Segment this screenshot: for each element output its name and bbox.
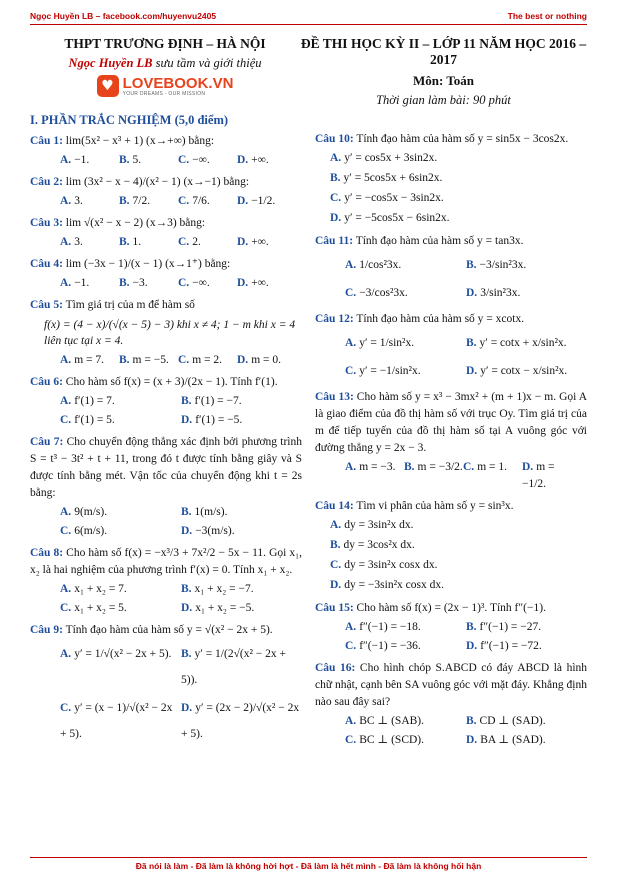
exam-title: ĐỀ THI HỌC KỲ II – LỚP 11 NĂM HỌC 2016 – 2017 xyxy=(300,36,587,67)
question-8 xyxy=(30,545,302,617)
answer-options xyxy=(30,193,302,210)
answer-option[interactable] xyxy=(345,732,466,749)
option-letter: A. xyxy=(60,395,72,407)
option-text: 1. xyxy=(132,236,142,248)
option-text: y′ = (2x − 2)/√(x² − 2x + 5). xyxy=(181,702,300,740)
question-9 xyxy=(30,622,302,747)
option-letter: C. xyxy=(345,365,357,377)
answer-option[interactable] xyxy=(315,188,587,208)
answer-option[interactable] xyxy=(345,358,466,384)
question-number: Câu 5: xyxy=(30,299,63,311)
answer-option[interactable] xyxy=(345,280,466,306)
option-text: y′ = cotx + x/sin²x. xyxy=(479,337,567,349)
answer-options xyxy=(30,352,302,369)
answer-option[interactable] xyxy=(60,523,181,540)
option-text: f′(1) = 5. xyxy=(74,414,115,426)
option-text: f″(−1) = −72. xyxy=(480,640,542,652)
option-text: f″(−1) = −27. xyxy=(479,621,542,633)
answer-option[interactable] xyxy=(181,581,302,598)
answer-option[interactable] xyxy=(60,234,119,251)
option-letter: D. xyxy=(181,702,193,714)
option-text: BC ⊥ (SAB). xyxy=(359,715,424,727)
option-letter: B. xyxy=(330,172,341,184)
question-number: Câu 12: xyxy=(315,313,354,325)
option-letter: B. xyxy=(181,648,192,660)
option-text: BA ⊥ (SAD). xyxy=(480,734,546,746)
option-letter: C. xyxy=(345,287,357,299)
answer-option[interactable] xyxy=(178,152,237,169)
answer-option[interactable] xyxy=(181,504,302,521)
question-text: Tính đạo hàm của hàm số y = √(x² − 2x + 5). xyxy=(65,624,273,636)
option-text: 7/2. xyxy=(132,195,151,207)
answer-options xyxy=(315,619,587,636)
option-letter: A. xyxy=(345,621,357,633)
answer-option[interactable] xyxy=(119,152,178,169)
answer-option[interactable] xyxy=(315,555,587,575)
answer-option[interactable] xyxy=(237,234,296,251)
option-letter: B. xyxy=(119,195,130,207)
option-text: −3/cos²3x. xyxy=(359,287,408,299)
author-facebook: Ngọc Huyền LB – facebook.com/huyenvu2405 xyxy=(30,11,217,21)
option-text: m = −3/2. xyxy=(417,461,463,473)
answer-options xyxy=(315,330,587,356)
option-letter: B. xyxy=(404,461,415,473)
question-stem xyxy=(315,498,587,515)
question-3 xyxy=(30,215,302,251)
question-stem xyxy=(315,311,587,328)
option-text: m = −5. xyxy=(132,354,169,366)
option-text: y′ = 1/sin²x. xyxy=(359,337,415,349)
answer-option[interactable] xyxy=(119,234,178,251)
question-number: Câu 10: xyxy=(315,133,354,145)
question-stem xyxy=(30,545,302,579)
answer-options xyxy=(315,280,587,306)
option-letter: B. xyxy=(119,277,130,289)
option-text: f″(−1) = −36. xyxy=(359,640,421,652)
option-text: y′ = 5cos5x + 6sin2x. xyxy=(343,172,443,184)
option-letter: D. xyxy=(330,212,342,224)
motto: The best or nothing xyxy=(507,11,587,21)
question-text: Cho hàm số f(x) = −x³/3 + 7x²/2 − 5x − 11. Gọi x₁, x₂ là hai nghiệm của phương trình f′(x) = 0. Tính x₁ + x₂. xyxy=(30,547,303,576)
option-text: 3/sin²3x. xyxy=(480,287,521,299)
option-letter: C. xyxy=(60,414,72,426)
logo-name: LOVEBOOK.VN xyxy=(122,74,234,92)
answer-options xyxy=(30,152,302,169)
option-letter: B. xyxy=(119,354,130,366)
question-stem xyxy=(315,233,587,250)
option-letter: A. xyxy=(60,154,72,166)
option-letter: C. xyxy=(60,702,72,714)
option-letter: A. xyxy=(345,715,357,727)
question-number: Câu 9: xyxy=(30,624,63,636)
question-number: Câu 11: xyxy=(315,235,354,247)
answer-option[interactable] xyxy=(315,515,587,535)
question-number: Câu 7: xyxy=(30,436,64,448)
option-text: y′ = 1/√(x² − 2x + 5). xyxy=(74,648,172,660)
option-text: 5. xyxy=(132,154,142,166)
answer-option[interactable] xyxy=(60,600,181,617)
option-letter: A. xyxy=(60,583,72,595)
question-number: Câu 13: xyxy=(315,391,354,403)
question-stem xyxy=(30,133,302,150)
option-text: dy = 3sin²x dx. xyxy=(344,519,414,531)
option-text: −1/2. xyxy=(251,195,276,207)
option-text: m = 0. xyxy=(251,354,281,366)
question-text: Cho chuyển động thẳng xác định bởi phương trình S = t³ − 3t² + t + 11, trong đó t được tính bằng giây và S được tính bằng mét. Vận tốc của chuyển động khi t = 2s bằng: xyxy=(30,436,303,499)
option-text: CD ⊥ (SAD). xyxy=(479,715,546,727)
piecewise-function: f(x) = (4 − x)/(√(x − 5) − 3) khi x ≠ 4; 1 − m khi x = 4 liên tục tại x = 4. xyxy=(44,319,296,347)
question-12 xyxy=(315,311,587,384)
option-text: −∞. xyxy=(192,154,210,166)
option-text: 9(m/s). xyxy=(74,506,108,518)
answer-option[interactable] xyxy=(522,459,581,493)
answer-option[interactable] xyxy=(60,193,119,210)
answer-option[interactable] xyxy=(181,695,302,747)
answer-option[interactable] xyxy=(60,412,181,429)
option-letter: C. xyxy=(178,195,190,207)
option-letter: D. xyxy=(237,236,249,248)
question-stem xyxy=(30,215,302,232)
option-letter: A. xyxy=(345,461,357,473)
question-number: Câu 1: xyxy=(30,135,63,147)
option-letter: B. xyxy=(181,506,192,518)
answer-option[interactable] xyxy=(315,168,587,188)
question-number: Câu 15: xyxy=(315,602,354,614)
question-4 xyxy=(30,256,302,292)
answer-options xyxy=(30,393,302,410)
option-text: dy = 3cos²x dx. xyxy=(343,539,415,551)
author-name: Ngọc Huyền LB xyxy=(68,56,153,70)
option-text: y′ = −cos5x − 3sin2x. xyxy=(344,192,444,204)
option-letter: C. xyxy=(330,559,342,571)
option-letter: A. xyxy=(345,337,357,349)
answer-option[interactable] xyxy=(466,713,587,730)
question-stem xyxy=(30,434,302,502)
school-name: THPT TRƯƠNG ĐỊNH – HÀ NỘI xyxy=(64,36,266,51)
answer-option[interactable] xyxy=(315,148,587,168)
answer-option[interactable] xyxy=(178,193,237,210)
option-letter: D. xyxy=(330,579,342,591)
option-text: dy = −3sin²x cosx dx. xyxy=(344,579,444,591)
answer-option[interactable] xyxy=(315,208,587,228)
answer-option[interactable] xyxy=(60,504,181,521)
option-text: 1(m/s). xyxy=(194,506,228,518)
option-letter: D. xyxy=(466,640,478,652)
option-text: f″(−1) = −18. xyxy=(359,621,421,633)
question-6 xyxy=(30,374,302,429)
answer-options xyxy=(315,358,587,384)
option-text: dy = 3sin²x cosx dx. xyxy=(344,559,438,571)
answer-option[interactable] xyxy=(60,641,181,693)
right-column xyxy=(315,126,587,749)
question-5 xyxy=(30,297,302,369)
question-stem xyxy=(315,131,587,148)
option-letter: A. xyxy=(60,648,72,660)
option-letter: C. xyxy=(178,277,190,289)
section-title: I. PHẦN TRẮC NGHIỆM (5,0 điểm) xyxy=(30,113,229,127)
option-letter: D. xyxy=(181,414,193,426)
option-letter: D. xyxy=(237,277,249,289)
question-10 xyxy=(315,131,587,228)
question-stem xyxy=(30,256,302,273)
option-letter: B. xyxy=(181,583,192,595)
option-text: 3. xyxy=(74,236,83,248)
answer-option[interactable] xyxy=(181,393,302,410)
exam-time: Thời gian làm bài: 90 phút xyxy=(376,93,511,107)
question-13 xyxy=(315,389,587,493)
question-15 xyxy=(315,600,587,655)
question-number: Câu 3: xyxy=(30,217,63,229)
question-stem xyxy=(30,622,302,639)
answer-option[interactable] xyxy=(466,732,587,749)
option-text: y′ = cotx − x/sin²x. xyxy=(480,365,568,377)
option-letter: A. xyxy=(60,506,72,518)
question-number: Câu 14: xyxy=(315,500,354,512)
question-text: Tìm giá trị của m để hàm số xyxy=(65,299,195,311)
option-letter: B. xyxy=(119,154,130,166)
option-text: y′ = cos5x + 3sin2x. xyxy=(344,152,438,164)
option-text: y′ = −1/sin²x. xyxy=(359,365,421,377)
option-text: +∞. xyxy=(251,154,269,166)
answer-option[interactable] xyxy=(119,352,178,369)
question-number: Câu 6: xyxy=(30,376,63,388)
question-text: lim (−3x − 1)/(x − 1) (x→1⁺) bằng: xyxy=(65,258,231,270)
question-number: Câu 8: xyxy=(30,547,64,559)
option-letter: A. xyxy=(330,519,342,531)
footer-motto: Đã nói là làm - Đã làm là không hời hợt - Đã làm là hết mình - Đã làm là không hối hận xyxy=(30,857,587,871)
option-text: 1/cos²3x. xyxy=(359,259,402,271)
option-text: f′(1) = 7. xyxy=(74,395,115,407)
question-16 xyxy=(315,660,587,749)
answer-options xyxy=(315,713,587,730)
answer-option[interactable] xyxy=(119,275,178,292)
answer-options xyxy=(30,600,302,617)
option-text: x₁ + x₂ = 5. xyxy=(74,602,127,614)
answer-option[interactable] xyxy=(237,352,296,369)
answer-option[interactable] xyxy=(60,152,119,169)
option-text: −3/sin²3x. xyxy=(479,259,527,271)
answer-option[interactable] xyxy=(181,412,302,429)
option-text: 7/6. xyxy=(192,195,210,207)
option-text: y′ = −5cos5x − 6sin2x. xyxy=(344,212,450,224)
question-2 xyxy=(30,174,302,210)
option-text: x₁ + x₂ = 7. xyxy=(74,583,127,595)
option-text: m = 7. xyxy=(74,354,104,366)
answer-option[interactable] xyxy=(345,459,404,493)
question-text: Cho hàm số f(x) = (x + 3)/(2x − 1). Tính f′(1). xyxy=(65,376,278,388)
answer-option[interactable] xyxy=(345,713,466,730)
option-text: m = 1. xyxy=(477,461,507,473)
answer-option[interactable] xyxy=(345,252,466,278)
option-text: 3. xyxy=(74,195,83,207)
answer-option[interactable] xyxy=(60,393,181,410)
question-stem xyxy=(30,374,302,391)
option-letter: D. xyxy=(466,734,478,746)
option-letter: C. xyxy=(463,461,475,473)
question-text: Cho hàm số y = x³ − 3mx² + (m + 1)x − m. Gọi A là giao điểm của đồ thị hàm số với trục Oy. Tìm giá trị của m để tiếp tuyến của đồ thị hàm số tại A vuông góc với đường thẳng y = 2x − 3. xyxy=(315,391,588,454)
option-letter: B. xyxy=(466,259,477,271)
option-text: −3(m/s). xyxy=(195,525,235,537)
question-7 xyxy=(30,434,302,540)
lovebook-logo xyxy=(97,75,234,97)
answer-option[interactable] xyxy=(237,152,296,169)
option-letter: D. xyxy=(466,287,478,299)
answer-option[interactable] xyxy=(237,193,296,210)
answer-option[interactable] xyxy=(466,280,587,306)
answer-option[interactable] xyxy=(466,638,587,655)
option-text: BC ⊥ (SCD). xyxy=(359,734,424,746)
option-letter: D. xyxy=(237,154,249,166)
question-number: Câu 2: xyxy=(30,176,63,188)
question-text: Cho hàm số f(x) = (2x − 1)³. Tính f″(−1). xyxy=(356,602,546,614)
option-letter: C. xyxy=(345,734,357,746)
option-letter: C. xyxy=(330,192,342,204)
option-letter: C. xyxy=(178,154,190,166)
option-letter: B. xyxy=(466,621,477,633)
answer-option[interactable] xyxy=(178,352,237,369)
header-left xyxy=(30,36,300,97)
answer-option[interactable] xyxy=(178,234,237,251)
answer-options xyxy=(30,234,302,251)
answer-option[interactable] xyxy=(237,275,296,292)
option-text: 6(m/s). xyxy=(74,525,108,537)
option-letter: C. xyxy=(60,602,72,614)
answer-options xyxy=(30,641,302,693)
top-bar xyxy=(30,11,587,25)
option-text: f′(1) = −7. xyxy=(194,395,242,407)
header-right xyxy=(300,36,587,108)
option-text: x₁ + x₂ = −5. xyxy=(195,602,255,614)
answer-option[interactable] xyxy=(181,641,302,693)
answer-option[interactable] xyxy=(181,600,302,617)
answer-options xyxy=(30,523,302,540)
question-stem xyxy=(315,600,587,617)
answer-option[interactable] xyxy=(178,275,237,292)
option-letter: B. xyxy=(181,395,192,407)
option-text: x₁ + x₂ = −7. xyxy=(194,583,254,595)
option-letter: A. xyxy=(330,152,342,164)
question-text: Tìm vi phân của hàm số y = sin³x. xyxy=(356,500,514,512)
question-1 xyxy=(30,133,302,169)
answer-options xyxy=(30,695,302,747)
answer-options xyxy=(30,412,302,429)
answer-option[interactable] xyxy=(345,619,466,636)
answer-option[interactable] xyxy=(60,352,119,369)
option-letter: A. xyxy=(60,354,72,366)
question-14 xyxy=(315,498,587,595)
answer-options xyxy=(315,252,587,278)
option-text: −3. xyxy=(132,277,148,289)
exam-subject: Môn: Toán xyxy=(412,73,475,88)
question-text: lim(5x² − x³ + 1) (x→+∞) bằng: xyxy=(65,135,215,147)
option-text: m = −3. xyxy=(359,461,396,473)
question-stem xyxy=(30,174,302,191)
author-line xyxy=(30,56,300,71)
option-text: m = −1/2. xyxy=(522,461,555,490)
option-text: 2. xyxy=(192,236,201,248)
answer-option[interactable] xyxy=(466,619,587,636)
left-column xyxy=(30,113,302,747)
option-letter: B. xyxy=(466,715,477,727)
option-letter: D. xyxy=(237,354,249,366)
answer-options xyxy=(315,459,587,493)
answer-option[interactable] xyxy=(466,358,587,384)
option-text: y′ = (x − 1)/√(x² − 2x + 5). xyxy=(60,702,173,740)
answer-option[interactable] xyxy=(463,459,522,493)
answer-options xyxy=(315,732,587,749)
option-letter: D. xyxy=(237,195,249,207)
option-text: m = 2. xyxy=(192,354,222,366)
option-letter: D. xyxy=(181,602,193,614)
answer-option[interactable] xyxy=(181,523,302,540)
option-letter: B. xyxy=(119,236,130,248)
option-letter: D. xyxy=(181,525,193,537)
answer-options xyxy=(30,504,302,521)
option-letter: C. xyxy=(60,525,72,537)
option-text: +∞. xyxy=(251,277,269,289)
option-text: −1. xyxy=(74,154,90,166)
answer-options xyxy=(315,638,587,655)
question-text: lim (3x² − x − 4)/(x² − 1) (x→−1) bằng: xyxy=(65,176,250,188)
option-letter: D. xyxy=(466,365,478,377)
answer-option[interactable] xyxy=(345,330,466,356)
question-text: Tính đạo hàm của hàm số y = xcotx. xyxy=(356,313,525,325)
question-stem xyxy=(315,389,587,457)
question-number: Câu 4: xyxy=(30,258,63,270)
answer-options xyxy=(30,581,302,598)
option-letter: D. xyxy=(522,461,534,473)
answer-option[interactable] xyxy=(345,638,466,655)
answer-option[interactable] xyxy=(60,695,181,747)
question-11 xyxy=(315,233,587,306)
option-text: f′(1) = −5. xyxy=(195,414,243,426)
author-note: sưu tầm và giới thiệu xyxy=(155,56,262,70)
answer-option[interactable] xyxy=(119,193,178,210)
option-text: −∞. xyxy=(192,277,210,289)
answer-option[interactable] xyxy=(466,252,587,278)
question-text: Cho hình chóp S.ABCD có đáy ABCD là hình chữ nhật, cạnh bên SA vuông góc với mặt đáy. Khẳng định nào sau đây sai? xyxy=(315,662,588,708)
option-letter: A. xyxy=(60,277,72,289)
option-letter: A. xyxy=(60,236,72,248)
question-stem xyxy=(315,660,587,711)
option-text: y′ = 1/(2√(x² − 2x + 5)). xyxy=(181,648,287,686)
answer-option[interactable] xyxy=(60,275,119,292)
option-letter: A. xyxy=(345,259,357,271)
question-text: Tính đạo hàm của hàm số y = tan3x. xyxy=(355,235,524,247)
answer-option[interactable] xyxy=(315,575,587,595)
answer-option[interactable] xyxy=(404,459,463,493)
logo-tagline: YOUR DREAMS - OUR MISSION xyxy=(122,90,206,97)
answer-options xyxy=(30,275,302,292)
option-letter: C. xyxy=(178,354,190,366)
question-text: lim √(x² − x − 2) (x→3) bằng: xyxy=(65,217,206,229)
option-letter: A. xyxy=(60,195,72,207)
answer-option[interactable] xyxy=(466,330,587,356)
heart-book-icon: ♥ xyxy=(97,75,119,97)
option-letter: C. xyxy=(345,640,357,652)
option-text: +∞. xyxy=(251,236,269,248)
answer-option[interactable] xyxy=(60,581,181,598)
question-text: Tính đạo hàm của hàm số y = sin5x − 3cos2x. xyxy=(356,133,569,145)
option-letter: C. xyxy=(178,236,190,248)
answer-option[interactable] xyxy=(315,535,587,555)
option-text: −1. xyxy=(74,277,90,289)
option-letter: B. xyxy=(466,337,477,349)
question-number: Câu 16: xyxy=(315,662,356,674)
question-stem xyxy=(30,297,302,314)
option-letter: B. xyxy=(330,539,341,551)
